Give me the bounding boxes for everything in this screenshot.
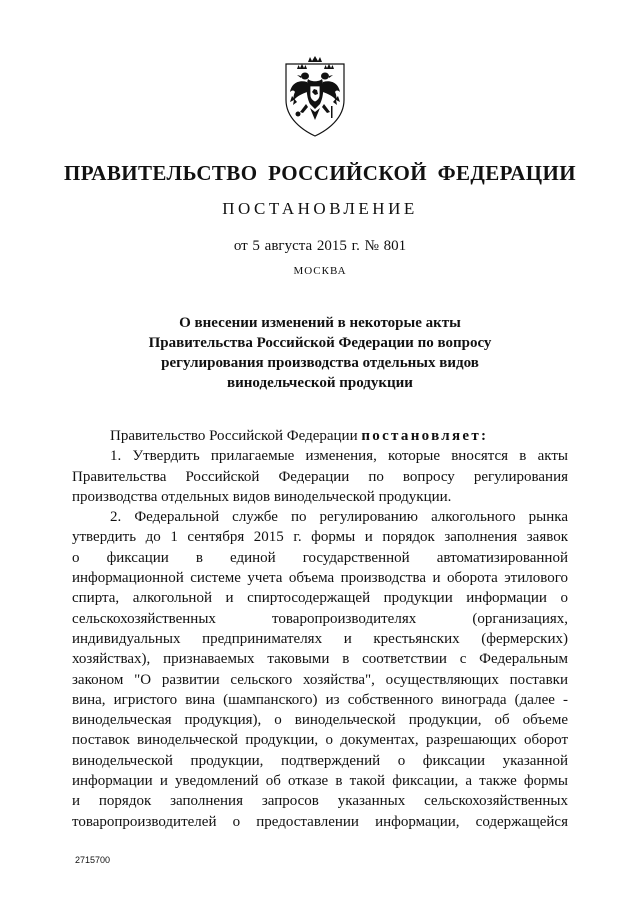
body-line: законом "О развитии сельского хозяйства", осуществляющих поставки xyxy=(72,671,568,688)
subject-line: О внесении изменений в некоторые акты xyxy=(179,315,461,331)
government-title: ПРАВИТЕЛЬСТВО РОССИЙСКОЙ ФЕДЕРАЦИИ xyxy=(64,161,576,185)
document-subject xyxy=(0,313,640,393)
body-line: 1. Утвердить прилагаемые изменения, которые вносятся в акты xyxy=(110,448,568,465)
body-line: вина, игристого вина (шампанского) из собственного винограда (далее - xyxy=(72,691,568,708)
subject-line: регулирования производства отдельных видов xyxy=(161,355,479,371)
russian-coat-of-arms-icon xyxy=(270,52,360,142)
document-type: ПОСТАНОВЛЕНИЕ xyxy=(222,199,418,218)
body-line: утвердить до 1 сентября 2015 г. формы и порядок заполнения заявок xyxy=(72,529,568,546)
body-line: производства отдельных видов винодельческой продукции. xyxy=(72,488,452,505)
enacting-prefix: Правительство Российской Федерации xyxy=(110,428,362,444)
body-line: о фиксации в единой государственной автоматизированной xyxy=(72,549,568,566)
body-line: винодельческой продукции, подтверждений о фиксации указанной xyxy=(72,752,568,769)
body-line: индивидуальных предпринимателях и крестьянских (фермерских) xyxy=(72,630,568,647)
body-line: и порядок заполнения запросов указанных сельскохозяйственных xyxy=(72,793,568,810)
subject-line: Правительства Российской Федерации по вопросу xyxy=(148,335,492,351)
document-date-number: от 5 августа 2015 г. № 801 xyxy=(233,238,407,254)
body-line: хозяйствах), признаваемых таковыми в соответствии с Федеральным xyxy=(72,651,568,668)
document-city: МОСКВА xyxy=(293,265,347,277)
body-line: винодельческая продукция), о винодельческой продукции, об объеме xyxy=(72,712,568,729)
body-line: информационной системе учета объема производства и оборота этилового xyxy=(72,570,568,587)
enacting-clause xyxy=(72,426,568,446)
body-line: товаропроизводителей о предоставлении информации, содержащейся xyxy=(72,813,568,830)
body-line: Правительства Российской Федерации по вопросу регулирования xyxy=(72,468,568,485)
document-code: 2715700 xyxy=(75,855,111,865)
enacting-emphasis: постановляет: xyxy=(361,428,489,444)
body-line: 2. Федеральной службе по регулированию алкогольного рынка xyxy=(110,509,568,526)
body-line: спирта, алкогольной и спиртосодержащей продукции информации о xyxy=(72,590,568,607)
subject-line: винодельческой продукции xyxy=(227,375,413,391)
body-line: сельскохозяйственных товаропроизводителях (организациях, xyxy=(72,610,568,627)
body-line: информации и уведомлений об отказе в такой фиксации, а также формы xyxy=(72,773,568,790)
body-line: поставок винодельческой продукции, о документах, разрешающих оборот xyxy=(72,732,568,749)
document-body xyxy=(72,426,568,832)
